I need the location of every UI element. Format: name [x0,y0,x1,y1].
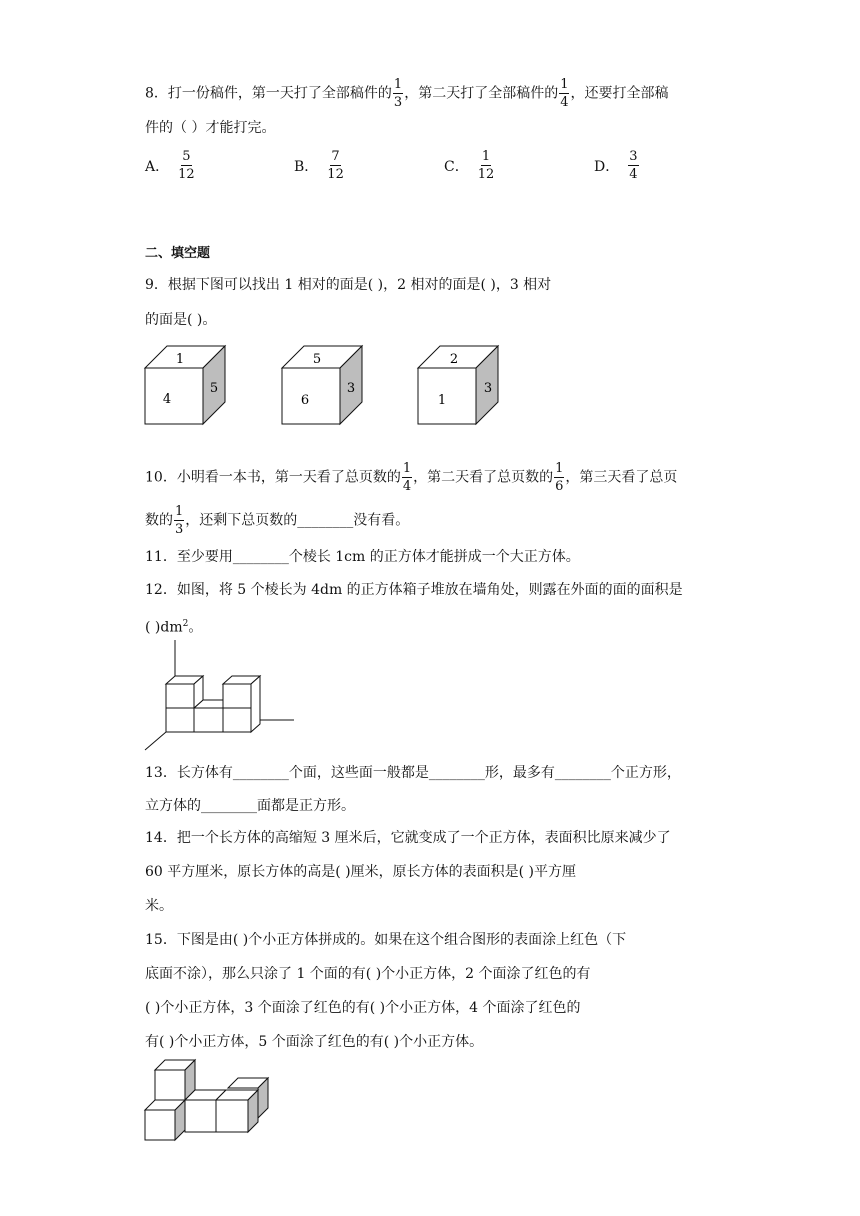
q12-line1: 12．如图，将 5 个棱长为 4dm 的正方体箱子堆放在墙角处，则露在外面的面的面积是 [145,582,683,598]
cube-3 [418,346,498,424]
cube-1-front-label: 4 [162,392,172,407]
q13-line1: 13．长方体有________个面，这些面一般都是________形，最多有________个正方形， [145,765,681,781]
q8-line2: 件的（ ）才能打完。 [145,120,276,136]
cube-1 [145,346,225,424]
fraction: $\frac{3}{4}$ [629,149,638,182]
option-b[interactable]: B． $\frac{7}{12}$ [294,149,344,182]
corner-boxes-figure [0,630,320,760]
q10-line1: 10．小明看一本书，第一天看了总页数的 $\frac{1}{4}$ ，第二天看了总页数的 $\frac{1}{6}$ ，第三天看了总页 [145,461,678,494]
small-cubes-figure [0,1050,300,1150]
q8-line1: 8．打一份稿件，第一天打了全部稿件的 $\frac{1}{3}$ ，第二天打了全部稿件的 $\frac{1}{4}$ ，还要打全部稿 [145,77,669,110]
cube-3-front-label: 1 [437,393,447,408]
q11-line: 11．至少要用________个棱长 1cm 的正方体才能拼成一个大正方体。 [145,549,580,565]
fraction: $\frac{5}{12}$ [178,149,195,182]
q10-line2: 数的 $\frac{1}{3}$ ，还剩下总页数的________没有看。 [145,504,410,537]
q15-line2: 底面不涂），那么只涂了 1 个面的有( )个小正方体，2 个面涂了红色的有 [145,966,591,982]
cube-2-front-label: 6 [300,393,310,408]
cube-1-top-label: 1 [175,352,185,367]
q9-line2: 的面是( )。 [145,312,217,328]
option-a[interactable]: A． $\frac{5}{12}$ [145,149,195,182]
cube-3-side-label: 3 [483,381,493,396]
cube-2 [282,346,362,424]
q15-line4: 有( )个小正方体，5 个面涂了红色的有( )个小正方体。 [145,1034,484,1050]
fraction: $\frac{1}{3}$ [393,77,403,110]
q14-line1: 14．把一个长方体的高缩短 3 厘米后，它就变成了一个正方体，表面积比原来减少了 [145,830,671,846]
cube-1-side-label: 5 [209,381,219,396]
cube-2-side-label: 3 [346,381,356,396]
cube-2-top-label: 5 [312,352,322,367]
q9-line1: 9．根据下图可以找出 1 相对的面是( )，2 相对的面是( )，3 相对 [145,277,552,293]
q15-line1: 15．下图是由( )个小正方体拼成的。如果在这个组合图形的表面涂上红色（下 [145,932,627,948]
q15-line3: ( )个小正方体，3 个面涂了红色的有( )个小正方体，4 个面涂了红色的 [145,1000,581,1016]
q14-line3: 米。 [145,898,173,914]
option-c[interactable]: C． $\frac{1}{12}$ [444,149,495,182]
q13-line2: 立方体的________面都是正方形。 [145,798,355,814]
cube-3-top-label: 2 [449,352,459,367]
q14-line2: 60 平方厘米，原长方体的高是( )厘米，原长方体的表面积是( )平方厘 [145,864,577,880]
fraction: $\frac{1}{6}$ [555,461,564,494]
section-heading: 二、填空题 [145,246,211,261]
option-d[interactable]: D． $\frac{3}{4}$ [594,149,638,182]
fraction: $\frac{1}{3}$ [175,504,184,537]
fraction: $\frac{1}{12}$ [477,149,495,182]
fraction: $\frac{1}{4}$ [560,77,569,110]
cube-figures [0,0,860,440]
fraction: $\frac{7}{12}$ [327,149,344,182]
fraction: $\frac{1}{4}$ [402,461,412,494]
q12-line2: ( )$dm^2$。 [145,619,203,636]
